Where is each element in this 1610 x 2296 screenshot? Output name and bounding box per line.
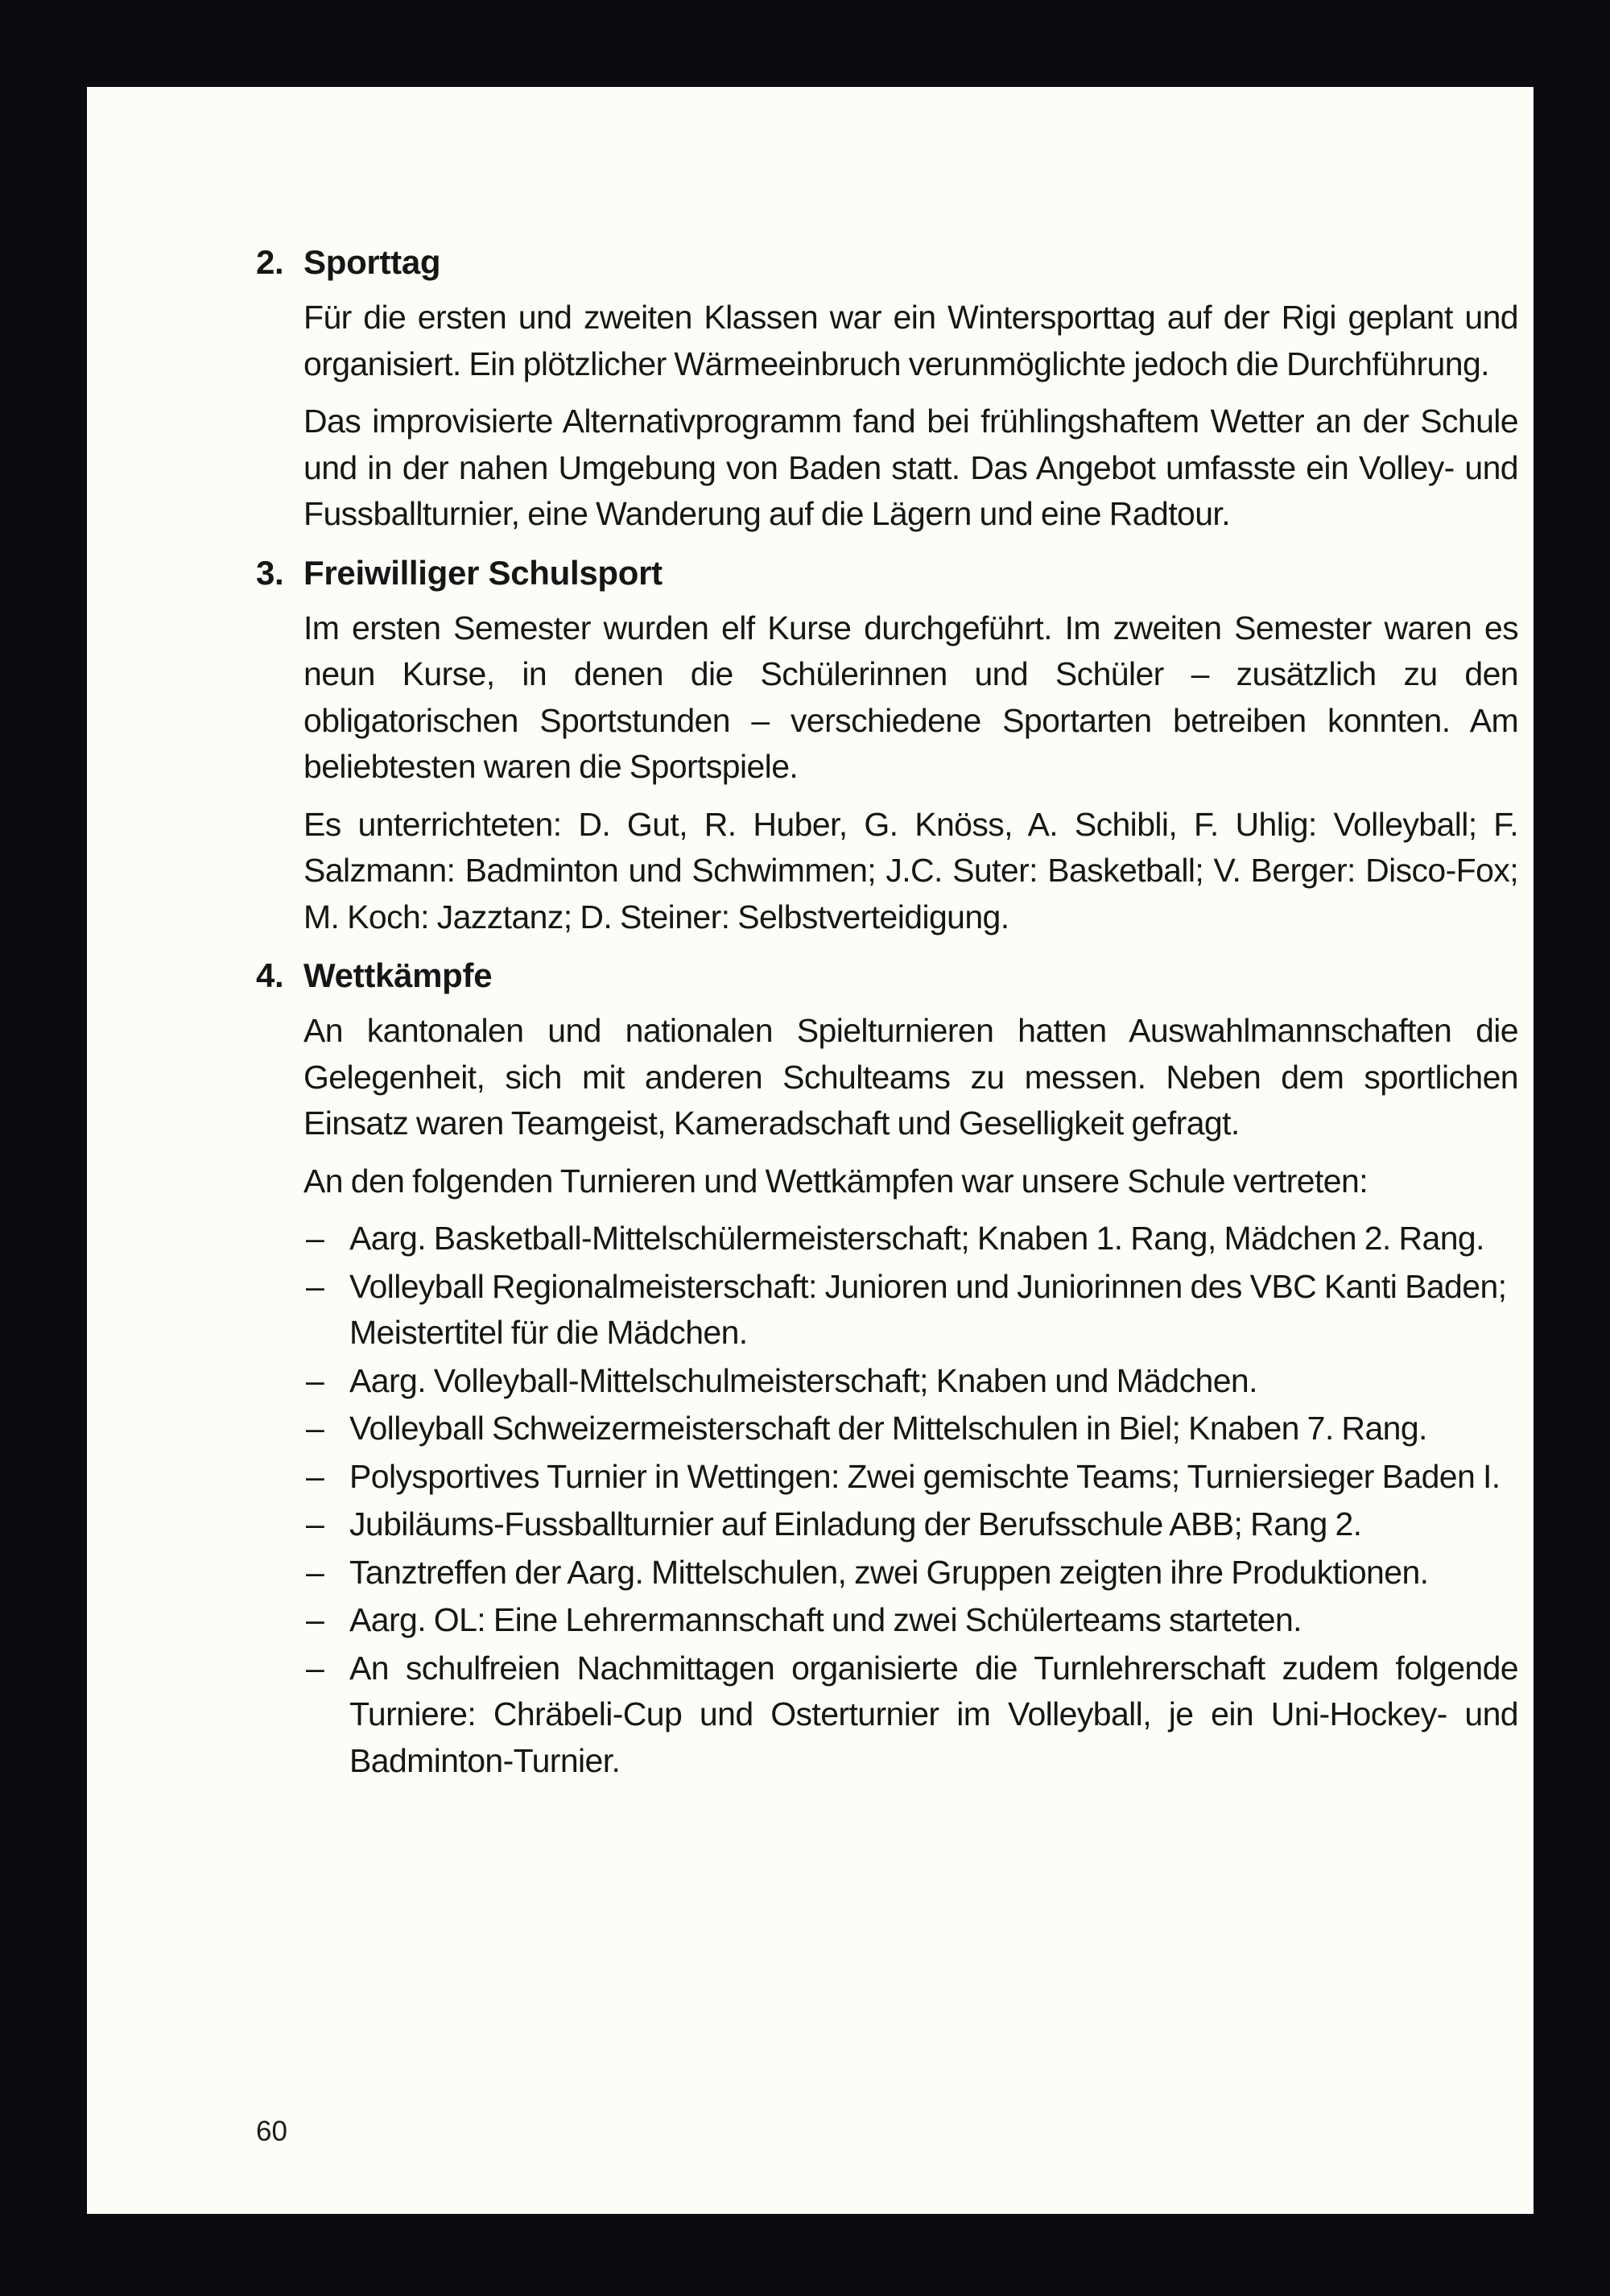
list-item-text: Volleyball Schweizermeisterschaft der Mittelschulen in Biel; Knaben 7. Rang.: [349, 1410, 1427, 1447]
list-item: [303, 1550, 1518, 1596]
document-page: [87, 87, 1534, 2214]
section-wettkaempfe: [256, 953, 1518, 1784]
page-content: [256, 240, 1518, 1786]
section-heading: [256, 551, 1518, 596]
section-number: 4.: [256, 956, 284, 994]
page-number: 60: [256, 2116, 287, 2147]
list-item: [303, 1216, 1518, 1262]
paragraph: Im ersten Semester wurden elf Kurse durchgeführt. Im zweiten Semester waren es neun Kurse, in denen die Schülerinnen und Schüler – zusätzlich zu den obligatorischen Sportstunden – verschiedene Sportarten betreiben konnten. Am beliebtesten waren die Sportspiele.: [303, 609, 1518, 785]
section-number: 3.: [256, 553, 284, 592]
dash-bullet-icon: –: [306, 1410, 324, 1447]
list-item: [303, 1646, 1518, 1785]
paragraph: Das improvisierte Alternativprogramm fand bei frühlingshaftem Wetter an der Schule und in der nahen Umgebung von Baden statt. Das Angebot umfasste ein Volley- und Fussballturnier, eine Wanderung auf die Lägern und eine Radtour.: [303, 403, 1518, 532]
paragraph: Es unterrichteten: D. Gut, R. Huber, G. Knöss, A. Schibli, F. Uhlig: Volleyball; F. Salzmann: Badminton und Schwimmen; J.C. Suter: Basketball; V. Berger: Disco-Fox; M. Koch: Jazztanz; D. Steiner: Selbstverteidigung.: [303, 805, 1518, 935]
section-heading: [256, 953, 1518, 998]
list-item: [303, 1264, 1518, 1357]
list-item-text: Tanztreffen der Aarg. Mittelschulen, zwei Gruppen zeigten ihre Produktionen.: [349, 1553, 1429, 1591]
dash-bullet-icon: –: [306, 1457, 324, 1495]
list-item: [303, 1406, 1518, 1452]
paragraph: Für die ersten und zweiten Klassen war ein Wintersporttag auf der Rigi geplant und organisiert. Ein plötzlicher Wärmeeinbruch verunmöglichte jedoch die Durchführung.: [303, 299, 1518, 382]
dash-bullet-icon: –: [306, 1649, 324, 1687]
list-item-text: An schulfreien Nachmittagen organisierte die Turnlehrerschaft zudem folgende Turniere: Chräbeli-Cup und Osterturnier im Volleyball, je ein Uni-Hockey- und Badminton-Turnier.: [349, 1649, 1518, 1779]
dash-bullet-icon: –: [306, 1505, 324, 1542]
section-heading: [256, 240, 1518, 285]
list-item: [303, 1358, 1518, 1405]
list-item: [303, 1454, 1518, 1501]
section-number: 2.: [256, 243, 284, 281]
dash-bullet-icon: –: [306, 1601, 324, 1638]
paragraph: An kantonalen und nationalen Spielturnieren hatten Auswahlmannschaften die Gelegenheit, sich mit anderen Schulteams zu messen. Neben dem sportlichen Einsatz waren Teamgeist, Kameradschaft und Geselligkeit gefragt.: [303, 1012, 1518, 1142]
list-item-text: Jubiläums-Fussballturnier auf Einladung der Berufsschule ABB; Rang 2.: [349, 1505, 1362, 1542]
list-item-text: Aarg. Volleyball-Mittelschulmeisterschaft; Knaben und Mädchen.: [349, 1361, 1257, 1399]
list-item-text: Aarg. Basketball-Mittelschülermeisterschaft; Knaben 1. Rang, Mädchen 2. Rang.: [349, 1220, 1484, 1257]
list-item-text: Polysportives Turnier in Wettingen: Zwei gemischte Teams; Turniersieger Baden I.: [349, 1457, 1501, 1495]
dash-bullet-icon: –: [306, 1553, 324, 1591]
list-item-text: Volleyball Regionalmeisterschaft: Junioren und Juniorinnen des VBC Kanti Baden; Meistertitel für die Mädchen.: [349, 1267, 1507, 1351]
section-title: Wettkämpfe: [303, 956, 493, 994]
paragraph: An den folgenden Turnieren und Wettkämpfen war unsere Schule vertreten:: [303, 1162, 1368, 1200]
list-item-text: Aarg. OL: Eine Lehrermannschaft und zwei Schülerteams starteten.: [349, 1601, 1302, 1638]
section-freiwilliger-schulsport: [256, 551, 1518, 941]
section-sporttag: [256, 240, 1518, 538]
dash-bullet-icon: –: [306, 1267, 324, 1305]
list-item: [303, 1597, 1518, 1644]
tournament-list: [303, 1216, 1518, 1784]
dash-bullet-icon: –: [306, 1361, 324, 1399]
section-title: Freiwilliger Schulsport: [303, 553, 663, 592]
list-item: [303, 1501, 1518, 1548]
dash-bullet-icon: –: [306, 1220, 324, 1257]
section-title: Sporttag: [303, 243, 441, 281]
